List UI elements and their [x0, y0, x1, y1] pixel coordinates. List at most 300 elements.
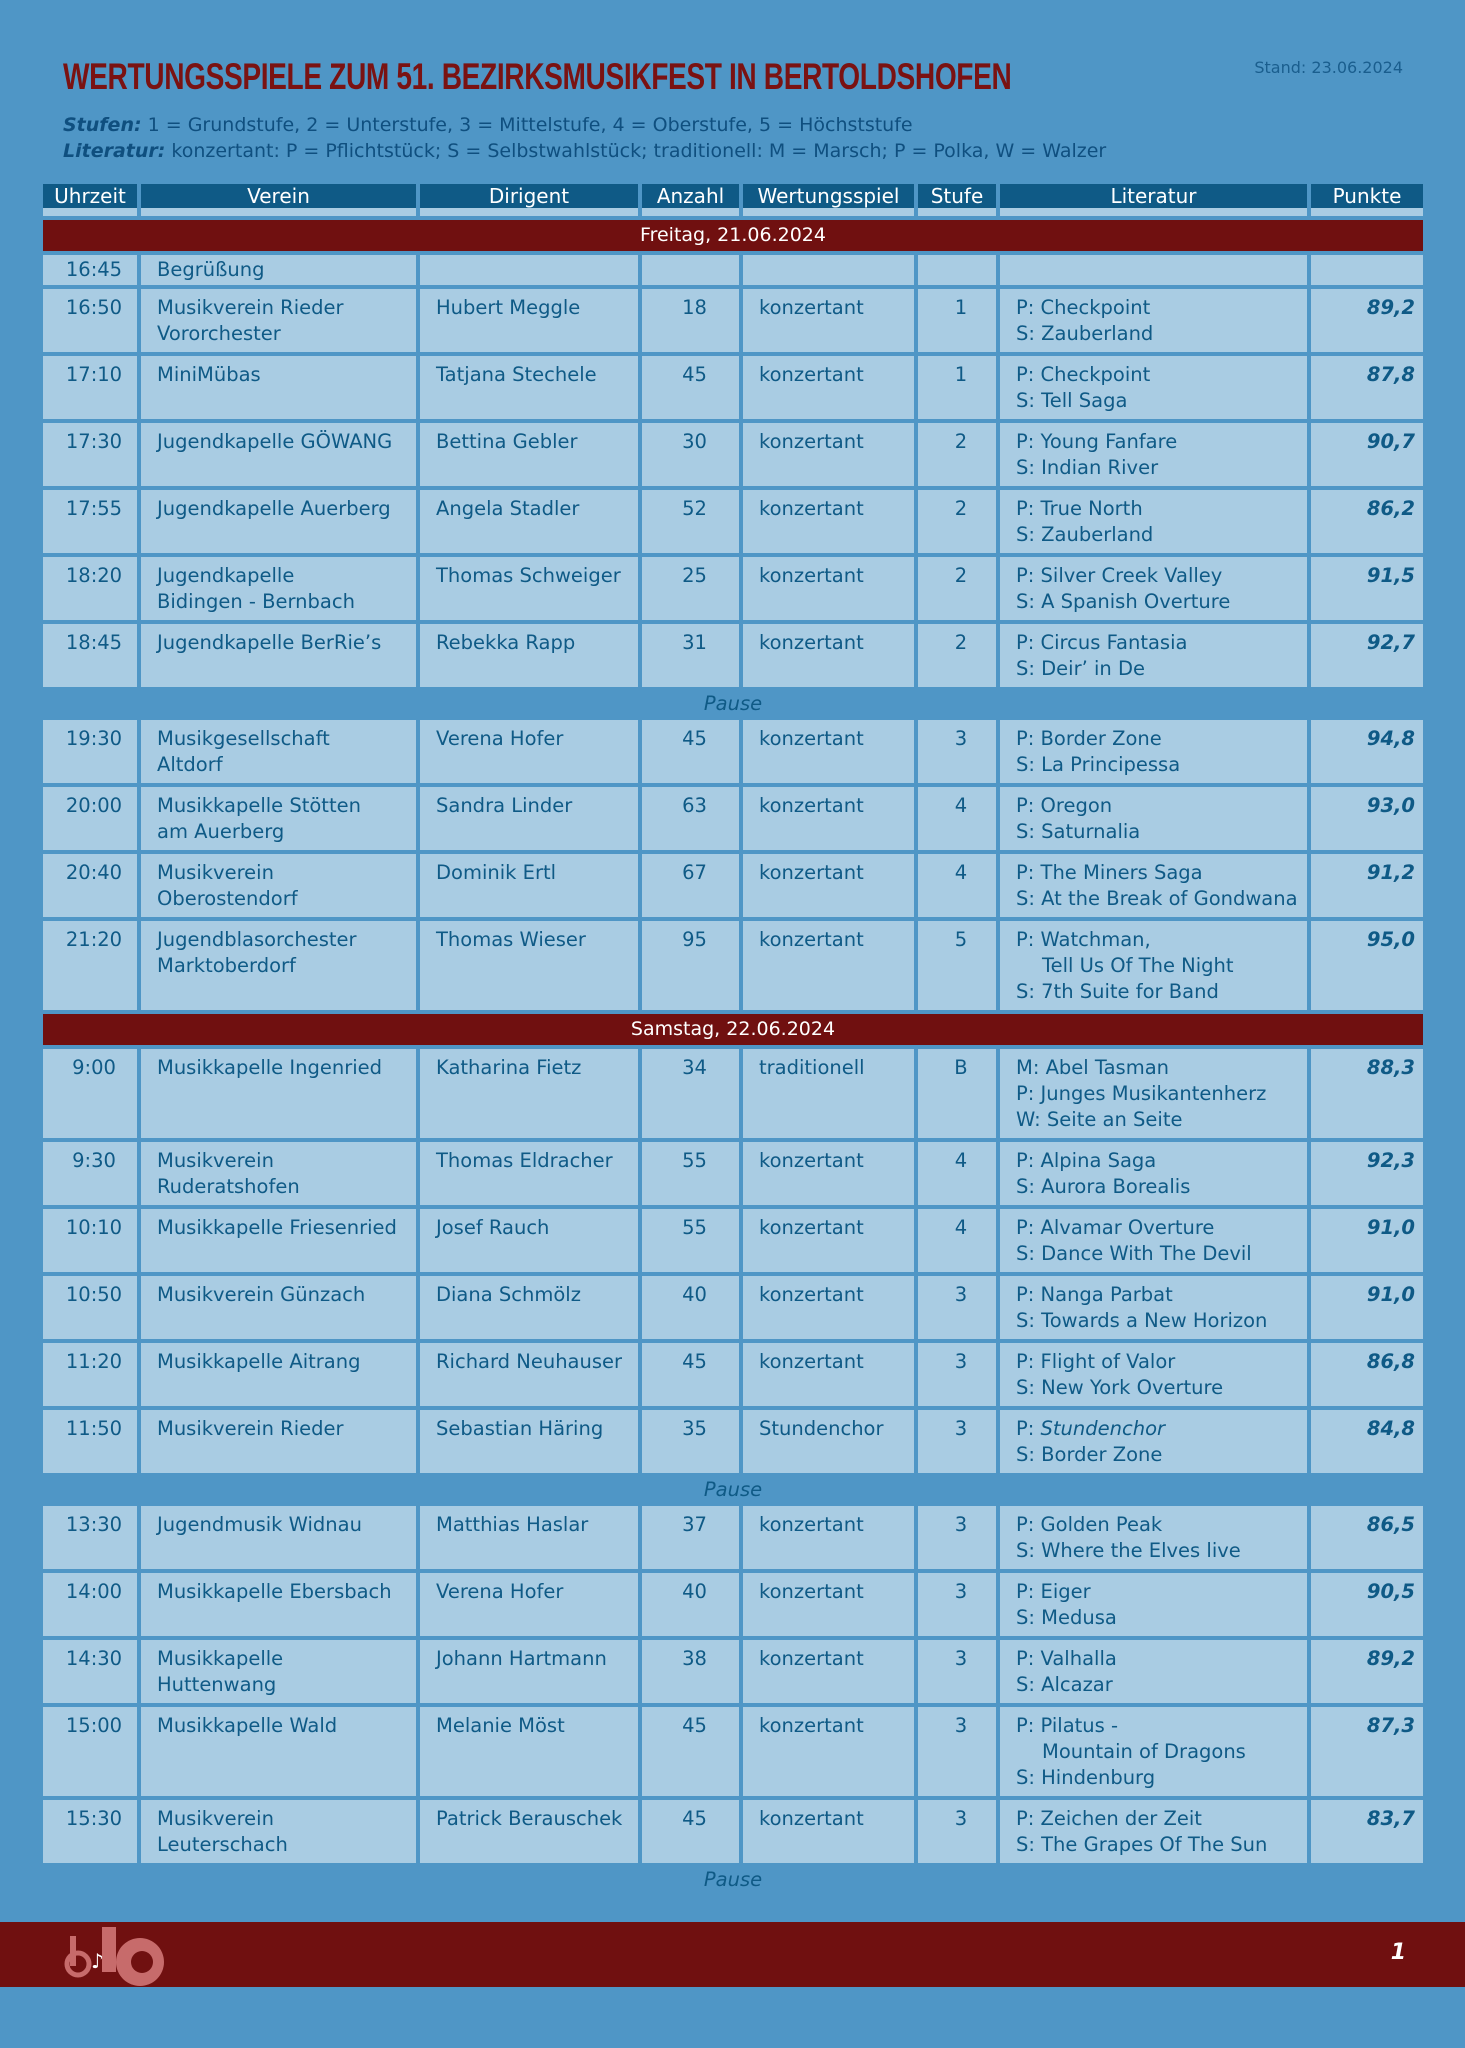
cell-line: S: Aurora Borealis	[1016, 1175, 1191, 1198]
cell-anzahl: 31	[642, 624, 739, 687]
cell-time: 9:30	[43, 1142, 137, 1205]
cell-stufe: 3	[918, 1506, 996, 1569]
cell-punkte: 92,7	[1311, 624, 1423, 687]
cell-line: P: Silver Creek Valley	[1016, 564, 1223, 587]
cell-wertungsspiel: konzertant	[743, 1209, 914, 1272]
cell-anzahl: 38	[642, 1640, 739, 1703]
cell-stufe: 5	[918, 921, 996, 1010]
cell-line	[1016, 1416, 1299, 1442]
cell-verein	[141, 356, 416, 419]
cell-dirigent: Richard Neuhauser	[420, 1343, 638, 1406]
table-row	[43, 490, 1423, 553]
cell-wertungsspiel: konzertant	[743, 1276, 914, 1339]
cell-literatur	[1000, 490, 1307, 553]
cell-wertungsspiel: konzertant	[743, 1573, 914, 1636]
cell-verein: Begrüßung	[141, 255, 416, 285]
cell-punkte: 91,0	[1311, 1276, 1423, 1339]
stand-date: Stand: 23.06.2024	[1254, 58, 1403, 77]
page-number: 1	[1390, 1940, 1406, 1965]
col-header-anzahl: Anzahl	[642, 184, 739, 216]
table-row	[43, 1049, 1423, 1138]
cell-verein	[141, 1640, 416, 1703]
cell-wertungsspiel: konzertant	[743, 1343, 914, 1406]
col-header-punkte: Punkte	[1311, 184, 1423, 216]
cell-verein	[141, 1343, 416, 1406]
cell-time: 16:50	[43, 289, 137, 352]
cell-anzahl: 52	[642, 490, 739, 553]
cell-punkte: 94,8	[1311, 720, 1423, 783]
cell-line: P: Valhalla	[1016, 1647, 1117, 1670]
cell-line: S: A Spanish Overture	[1016, 590, 1231, 613]
lit-prefix: P:	[1016, 1417, 1041, 1440]
cell-line: P: Pilatus -	[1016, 1714, 1119, 1737]
cell-line: P: Alpina Saga	[1016, 1149, 1157, 1172]
cell-line: P: Watchman,	[1016, 928, 1151, 951]
cell-stufe: 3	[918, 1343, 996, 1406]
cell-time: 21:20	[43, 921, 137, 1010]
cell-literatur	[1000, 423, 1307, 486]
cell-literatur	[1000, 1410, 1307, 1473]
cell-literatur	[1000, 1343, 1307, 1406]
cell-wertungsspiel: konzertant	[743, 1707, 914, 1796]
cell-time: 20:00	[43, 787, 137, 850]
cell-punkte: 92,3	[1311, 1142, 1423, 1205]
cell-literatur	[1000, 854, 1307, 917]
cell-empty	[1311, 255, 1423, 285]
cell-wertungsspiel: konzertant	[743, 1506, 914, 1569]
cell-wertungsspiel: konzertant	[743, 289, 914, 352]
cell-dirigent: Dominik Ertl	[420, 854, 638, 917]
cell-wertungsspiel: konzertant	[743, 854, 914, 917]
legend-literatur	[63, 138, 1403, 164]
music-note-logo-icon	[58, 1922, 178, 1987]
cell-literatur	[1000, 1573, 1307, 1636]
cell-line: Tell Us Of The Night	[1042, 954, 1234, 977]
cell-line: Musikkapelle Aitrang	[157, 1350, 361, 1373]
cell-line: Altdorf	[157, 753, 223, 776]
cell-time: 14:30	[43, 1640, 137, 1703]
table-row	[43, 557, 1423, 620]
cell-line: Jugendkapelle BerRie’s	[157, 631, 382, 654]
cell-anzahl: 35	[642, 1410, 739, 1473]
cell-line: Musikverein Rieder	[157, 1417, 344, 1440]
cell-line: Musikkapelle Friesenried	[157, 1216, 397, 1239]
cell-time: 9:00	[43, 1049, 137, 1138]
cell-line: S: 7th Suite for Band	[1016, 980, 1219, 1003]
cell-anzahl: 37	[642, 1506, 739, 1569]
cell-stufe: 2	[918, 624, 996, 687]
col-header-dirigent: Dirigent	[420, 184, 638, 216]
legend-literatur-label: Literatur:	[63, 140, 166, 162]
table-row	[43, 1410, 1423, 1473]
cell-dirigent: Melanie Möst	[420, 1707, 638, 1796]
cell-line: S: Medusa	[1016, 1606, 1117, 1629]
cell-line: P: Nanga Parbat	[1016, 1283, 1173, 1306]
cell-wertungsspiel: konzertant	[743, 423, 914, 486]
cell-wertungsspiel: konzertant	[743, 1640, 914, 1703]
table-row	[43, 1573, 1423, 1636]
legend-stufen-text: 1 = Grundstufe, 2 = Unterstufe, 3 = Mittelstufe, 4 = Oberstufe, 5 = Höchststufe	[141, 114, 913, 136]
cell-empty	[642, 255, 739, 285]
cell-stufe: 3	[918, 1800, 996, 1863]
cell-line: P: Golden Peak	[1016, 1513, 1163, 1536]
cell-empty	[1000, 255, 1307, 285]
cell-line: Leuterschach	[157, 1833, 288, 1856]
cell-stufe: 2	[918, 423, 996, 486]
cell-literatur	[1000, 921, 1307, 1010]
cell-punkte: 91,5	[1311, 557, 1423, 620]
cell-line: S: Alcazar	[1016, 1673, 1113, 1696]
cell-dirigent: Diana Schmölz	[420, 1276, 638, 1339]
cell-dirigent: Matthias Haslar	[420, 1506, 638, 1569]
cell-line: S: Saturnalia	[1016, 820, 1141, 843]
page-header	[63, 52, 1403, 164]
cell-line: Jugendkapelle GÖWANG	[157, 430, 393, 453]
cell-line: S: At the Break of Gondwana	[1016, 887, 1298, 910]
cell-line: M: Abel Tasman	[1016, 1056, 1170, 1079]
cell-punkte: 88,3	[1311, 1049, 1423, 1138]
cell-line: S: La Principessa	[1016, 753, 1181, 776]
cell-stufe: 3	[918, 720, 996, 783]
table-row	[43, 921, 1423, 1010]
cell-verein	[141, 423, 416, 486]
day-label: Samstag, 22.06.2024	[43, 1014, 1423, 1045]
cell-anzahl: 55	[642, 1209, 739, 1272]
cell-line: Musikkapelle Ebersbach	[157, 1580, 392, 1603]
cell-line: S: Towards a New Horizon	[1016, 1309, 1268, 1332]
cell-line: Musikkapelle Stötten	[157, 794, 361, 817]
cell-line: Musikverein	[157, 1149, 274, 1172]
cell-stufe: 2	[918, 557, 996, 620]
cell-verein	[141, 854, 416, 917]
cell-anzahl: 45	[642, 1707, 739, 1796]
cell-punkte: 86,2	[1311, 490, 1423, 553]
cell-anzahl: 55	[642, 1142, 739, 1205]
cell-line: Bidingen - Bernbach	[157, 590, 355, 613]
cell-wertungsspiel: traditionell	[743, 1049, 914, 1138]
cell-line: W: Seite an Seite	[1016, 1108, 1183, 1131]
table-header-row	[43, 184, 1423, 216]
cell-dirigent: Bettina Gebler	[420, 423, 638, 486]
cell-literatur	[1000, 1209, 1307, 1272]
cell-dirigent: Sandra Linder	[420, 787, 638, 850]
col-header-uhrzeit: Uhrzeit	[43, 184, 137, 216]
cell-stufe: 4	[918, 854, 996, 917]
legend-stufen	[63, 112, 1403, 138]
cell-stufe: 1	[918, 289, 996, 352]
cell-line: Marktoberdorf	[157, 954, 296, 977]
cell-line: Musikverein Rieder	[157, 296, 344, 319]
cell-punkte: 95,0	[1311, 921, 1423, 1010]
cell-line: Jugendkapelle Auerberg	[157, 497, 391, 520]
footer-bar	[0, 1922, 1465, 1987]
table-row	[43, 1276, 1423, 1339]
cell-line: P: Border Zone	[1016, 727, 1162, 750]
cell-verein	[141, 921, 416, 1010]
cell-line: S: New York Overture	[1016, 1376, 1224, 1399]
cell-time: 10:50	[43, 1276, 137, 1339]
cell-punkte: 84,8	[1311, 1410, 1423, 1473]
cell-verein	[141, 1209, 416, 1272]
cell-time: 18:20	[43, 557, 137, 620]
cell-literatur	[1000, 1707, 1307, 1796]
cell-anzahl: 18	[642, 289, 739, 352]
cell-empty	[420, 255, 638, 285]
table-row	[43, 1800, 1423, 1863]
cell-line: Huttenwang	[157, 1673, 277, 1696]
cell-line: P: Flight of Valor	[1016, 1350, 1176, 1373]
cell-line: S: Where the Elves live	[1016, 1539, 1241, 1562]
cell-line: P: Eiger	[1016, 1580, 1091, 1603]
cell-stufe: 3	[918, 1276, 996, 1339]
cell-wertungsspiel: konzertant	[743, 1142, 914, 1205]
cell-dirigent: Patrick Berauschek	[420, 1800, 638, 1863]
legend-stufen-label: Stufen:	[63, 114, 142, 136]
cell-punkte: 89,2	[1311, 289, 1423, 352]
table-row	[43, 289, 1423, 352]
cell-dirigent: Rebekka Rapp	[420, 624, 638, 687]
cell-punkte: 86,5	[1311, 1506, 1423, 1569]
cell-time: 13:30	[43, 1506, 137, 1569]
cell-line: S: Zauberland	[1016, 322, 1154, 345]
cell-stufe: 4	[918, 1209, 996, 1272]
cell-anzahl: 63	[642, 787, 739, 850]
cell-verein	[141, 787, 416, 850]
cell-wertungsspiel: konzertant	[743, 557, 914, 620]
table-row	[43, 1142, 1423, 1205]
cell-verein	[141, 1800, 416, 1863]
table-row	[43, 624, 1423, 687]
cell-wertungsspiel: konzertant	[743, 787, 914, 850]
cell-line: Vororchester	[157, 322, 281, 345]
cell-literatur	[1000, 289, 1307, 352]
col-header-wertungsspiel: Wertungsspiel	[743, 184, 914, 216]
cell-verein	[141, 1707, 416, 1796]
cell-verein	[141, 490, 416, 553]
cell-time: 11:50	[43, 1410, 137, 1473]
cell-anzahl: 45	[642, 356, 739, 419]
cell-punkte: 90,5	[1311, 1573, 1423, 1636]
cell-anzahl: 67	[642, 854, 739, 917]
cell-empty	[743, 255, 914, 285]
cell-literatur	[1000, 624, 1307, 687]
cell-dirigent: Verena Hofer	[420, 720, 638, 783]
cell-line: P: Zeichen der Zeit	[1016, 1807, 1202, 1830]
legend	[63, 112, 1403, 164]
cell-line: Musikkapelle Ingenried	[157, 1056, 383, 1079]
cell-dirigent: Verena Hofer	[420, 1573, 638, 1636]
cell-punkte: 90,7	[1311, 423, 1423, 486]
cell-line: Musikverein	[157, 861, 274, 884]
cell-dirigent: Johann Hartmann	[420, 1640, 638, 1703]
cell-empty	[918, 255, 996, 285]
cell-time: 18:45	[43, 624, 137, 687]
cell-line: Oberostendorf	[157, 887, 298, 910]
table-row	[43, 854, 1423, 917]
cell-dirigent: Thomas Eldracher	[420, 1142, 638, 1205]
cell-line: S: Indian River	[1016, 456, 1159, 479]
cell-literatur	[1000, 1142, 1307, 1205]
cell-literatur	[1000, 1506, 1307, 1569]
pause-label: Pause	[703, 1478, 763, 1501]
cell-line: Musikkapelle	[157, 1647, 284, 1670]
cell-verein	[141, 1410, 416, 1473]
cell-line: P: Checkpoint	[1016, 363, 1151, 386]
cell-time: 14:00	[43, 1573, 137, 1636]
cell-line: Jugendmusik Widnau	[157, 1513, 362, 1536]
cell-line: MiniMübas	[157, 363, 261, 386]
lit-italic: Stundenchor	[1040, 1417, 1166, 1440]
cell-punkte: 93,0	[1311, 787, 1423, 850]
cell-time: 15:00	[43, 1707, 137, 1796]
cell-line: Ruderatshofen	[157, 1175, 300, 1198]
cell-punkte: 86,8	[1311, 1343, 1423, 1406]
cell-verein	[141, 557, 416, 620]
cell-punkte: 91,0	[1311, 1209, 1423, 1272]
cell-line: Musikverein	[157, 1807, 274, 1830]
cell-literatur	[1000, 557, 1307, 620]
cell-stufe: B	[918, 1049, 996, 1138]
cell-time: 16:45	[43, 255, 137, 285]
cell-line: P: Alvamar Overture	[1016, 1216, 1215, 1239]
cell-line: Mountain of Dragons	[1042, 1740, 1246, 1763]
cell-line: Jugendblasorchester	[157, 928, 357, 951]
cell-dirigent: Josef Rauch	[420, 1209, 638, 1272]
cell-dirigent: Tatjana Stechele	[420, 356, 638, 419]
cell-punkte: 91,2	[1311, 854, 1423, 917]
cell-anzahl: 30	[642, 423, 739, 486]
cell-verein	[141, 720, 416, 783]
cell-line: S: The Grapes Of The Sun	[1016, 1833, 1268, 1856]
cell-line: S: Zauberland	[1016, 523, 1154, 546]
cell-anzahl: 25	[642, 557, 739, 620]
cell-wertungsspiel: konzertant	[743, 624, 914, 687]
cell-stufe: 2	[918, 490, 996, 553]
cell-anzahl: 34	[642, 1049, 739, 1138]
cell-time: 15:30	[43, 1800, 137, 1863]
table-row	[43, 423, 1423, 486]
cell-verein	[141, 289, 416, 352]
cell-verein	[141, 1276, 416, 1339]
cell-line: P: True North	[1016, 497, 1143, 520]
cell-dirigent: Thomas Schweiger	[420, 557, 638, 620]
cell-punkte: 83,7	[1311, 1800, 1423, 1863]
cell-literatur	[1000, 787, 1307, 850]
cell-punkte: 89,2	[1311, 1640, 1423, 1703]
cell-dirigent: Thomas Wieser	[420, 921, 638, 1010]
day-row-saturday	[43, 1014, 1423, 1045]
table-row	[43, 1640, 1423, 1703]
col-header-verein: Verein	[141, 184, 416, 216]
cell-wertungsspiel: konzertant	[743, 490, 914, 553]
cell-line: P: Young Fanfare	[1016, 430, 1178, 453]
cell-line: P: Junges Musikantenherz	[1016, 1082, 1267, 1105]
table-row	[43, 787, 1423, 850]
table-row	[43, 255, 1423, 285]
cell-dirigent: Angela Stadler	[420, 490, 638, 553]
cell-time: 17:10	[43, 356, 137, 419]
cell-stufe: 3	[918, 1410, 996, 1473]
cell-verein	[141, 624, 416, 687]
page-title: WERTUNGSSPIELE ZUM 51. BEZIRKSMUSIKFEST IN BERTOLDSHOFEN	[63, 56, 1012, 97]
pause-row	[43, 691, 1423, 716]
legend-literatur-text: konzertant: P = Pflichtstück; S = Selbstwahlstück; traditionell: M = Marsch; P = Polka, W = Walzer	[165, 140, 1107, 162]
cell-literatur	[1000, 1800, 1307, 1863]
cell-time: 17:30	[43, 423, 137, 486]
day-row-friday	[43, 220, 1423, 251]
cell-dirigent: Hubert Meggle	[420, 289, 638, 352]
col-header-stufe: Stufe	[918, 184, 996, 216]
schedule-table	[39, 180, 1427, 1896]
cell-literatur	[1000, 1276, 1307, 1339]
cell-anzahl: 40	[642, 1276, 739, 1339]
cell-punkte: 87,8	[1311, 356, 1423, 419]
cell-dirigent: Sebastian Häring	[420, 1410, 638, 1473]
logo-glyph: ♪	[91, 1949, 104, 1973]
cell-line: P: Checkpoint	[1016, 296, 1151, 319]
table-row	[43, 1343, 1423, 1406]
table-row	[43, 1707, 1423, 1796]
table-row	[43, 1506, 1423, 1569]
cell-line: S: Hindenburg	[1016, 1766, 1156, 1789]
cell-time: 19:30	[43, 720, 137, 783]
cell-time: 11:20	[43, 1343, 137, 1406]
cell-verein	[141, 1049, 416, 1138]
cell-line: Musikverein Günzach	[157, 1283, 366, 1306]
cell-verein	[141, 1506, 416, 1569]
cell-dirigent: Katharina Fietz	[420, 1049, 638, 1138]
cell-wertungsspiel: Stundenchor	[743, 1410, 914, 1473]
cell-anzahl: 40	[642, 1573, 739, 1636]
cell-line: Jugendkapelle	[157, 564, 295, 587]
cell-verein	[141, 1573, 416, 1636]
col-header-literatur: Literatur	[1000, 184, 1307, 216]
cell-time: 17:55	[43, 490, 137, 553]
cell-line: S: Border Zone	[1016, 1443, 1163, 1466]
cell-anzahl: 45	[642, 1343, 739, 1406]
cell-wertungsspiel: konzertant	[743, 921, 914, 1010]
table-row	[43, 1209, 1423, 1272]
cell-time: 20:40	[43, 854, 137, 917]
cell-line: P: Oregon	[1016, 794, 1113, 817]
cell-line: Musikgesellschaft	[157, 727, 330, 750]
cell-line: S: Dance With The Devil	[1016, 1242, 1252, 1265]
cell-line: S: Tell Saga	[1016, 389, 1128, 412]
cell-stufe: 1	[918, 356, 996, 419]
cell-line: P: Circus Fantasia	[1016, 631, 1188, 654]
cell-stufe: 4	[918, 787, 996, 850]
cell-time: 10:10	[43, 1209, 137, 1272]
cell-punkte: 87,3	[1311, 1707, 1423, 1796]
table-row	[43, 356, 1423, 419]
cell-line: am Auerberg	[157, 820, 285, 843]
cell-anzahl: 45	[642, 720, 739, 783]
pause-row	[43, 1477, 1423, 1502]
cell-line: S: Deir’ in De	[1016, 657, 1145, 680]
cell-stufe: 3	[918, 1573, 996, 1636]
cell-stufe: 3	[918, 1707, 996, 1796]
cell-wertungsspiel: konzertant	[743, 356, 914, 419]
cell-anzahl: 45	[642, 1800, 739, 1863]
cell-verein	[141, 1142, 416, 1205]
cell-literatur	[1000, 1640, 1307, 1703]
cell-literatur	[1000, 1049, 1307, 1138]
cell-wertungsspiel: konzertant	[743, 720, 914, 783]
cell-literatur	[1000, 356, 1307, 419]
pause-row	[43, 1867, 1423, 1892]
day-label: Freitag, 21.06.2024	[43, 220, 1423, 251]
cell-literatur	[1000, 720, 1307, 783]
